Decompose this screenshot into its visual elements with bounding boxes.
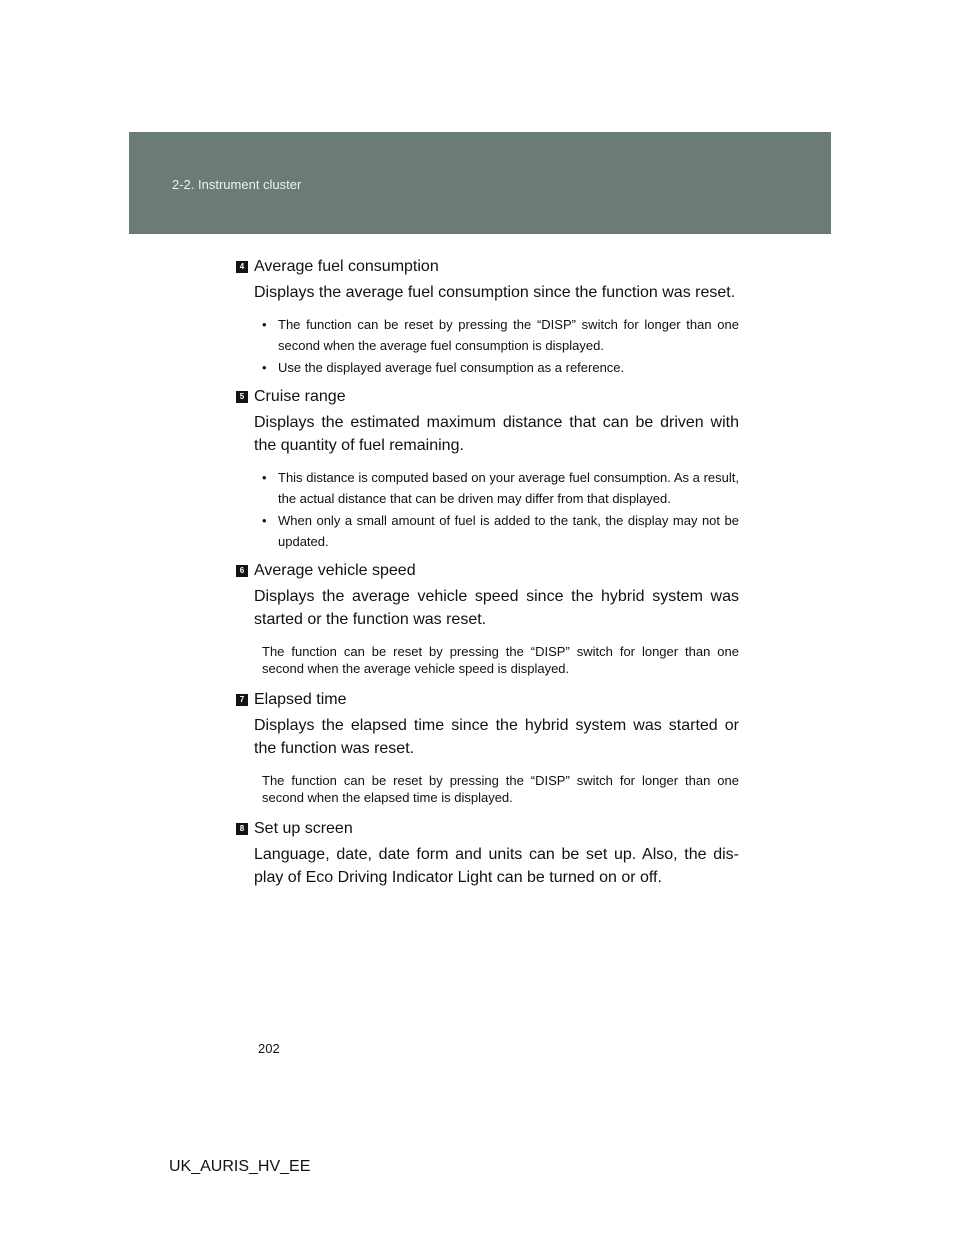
page-number: 202 xyxy=(258,1041,280,1056)
bullet-dot: • xyxy=(262,513,267,528)
section-title: Set up screen xyxy=(254,820,353,837)
section-body: Displays the average fuel consumption since the function was reset. xyxy=(254,284,736,301)
section-number-marker: 5 xyxy=(236,391,248,403)
section-title: Elapsed time xyxy=(254,691,347,708)
bullet-dot: • xyxy=(262,317,267,332)
page-content xyxy=(236,255,739,889)
bullet-dot: • xyxy=(262,470,267,485)
document-code: UK_AURIS_HV_EE xyxy=(169,1158,311,1175)
section-number-marker: 8 xyxy=(236,823,248,835)
bullet-dot: • xyxy=(262,360,267,375)
section-average-vehicle-speed xyxy=(236,559,739,677)
section-title: Average vehicle speed xyxy=(254,562,416,579)
bullet-list xyxy=(254,314,739,378)
list-item xyxy=(262,357,739,378)
breadcrumb: 2-2. Instrument cluster xyxy=(172,177,302,192)
list-item-text: The function can be reset by pressing the “DISP” switch for longer than one second when the average fuel consumption is displayed. xyxy=(278,317,739,353)
section-cruise-range xyxy=(236,385,739,552)
section-title: Cruise range xyxy=(254,388,346,405)
list-item xyxy=(262,510,739,552)
list-item-text: Use the displayed average fuel consumption as a reference. xyxy=(278,360,625,375)
header-band xyxy=(129,132,831,234)
section-body: Language, date, date form and units can be set up. Also, the dis-play of Eco Driving Indicator Light can be turned on or off. xyxy=(254,846,739,886)
list-item-text: This distance is computed based on your average fuel consumption. As a result, the actual distance that can be driven may differ from that displayed. xyxy=(278,470,739,506)
section-number-marker: 6 xyxy=(236,565,248,577)
section-note: The function can be reset by pressing the “DISP” switch for longer than one second when the average vehicle speed is displayed. xyxy=(262,644,739,676)
section-body: Displays the estimated maximum distance that can be driven with the quantity of fuel remaining. xyxy=(254,414,739,454)
section-set-up-screen xyxy=(236,817,739,889)
list-item-text: When only a small amount of fuel is added to the tank, the display may not be updated. xyxy=(278,513,739,549)
list-item xyxy=(262,467,739,509)
section-average-fuel-consumption xyxy=(236,255,739,378)
section-body: Displays the elapsed time since the hybrid system was started or the function was reset. xyxy=(254,717,739,757)
section-note: The function can be reset by pressing the “DISP” switch for longer than one second when the elapsed time is displayed. xyxy=(262,773,739,805)
bullet-list xyxy=(254,467,739,552)
section-elapsed-time xyxy=(236,688,739,806)
list-item xyxy=(262,314,739,356)
section-title: Average fuel consumption xyxy=(254,258,439,275)
section-number-marker: 7 xyxy=(236,694,248,706)
section-number-marker: 4 xyxy=(236,261,248,273)
section-body: Displays the average vehicle speed since the hybrid system was started or the function was reset. xyxy=(254,588,739,628)
